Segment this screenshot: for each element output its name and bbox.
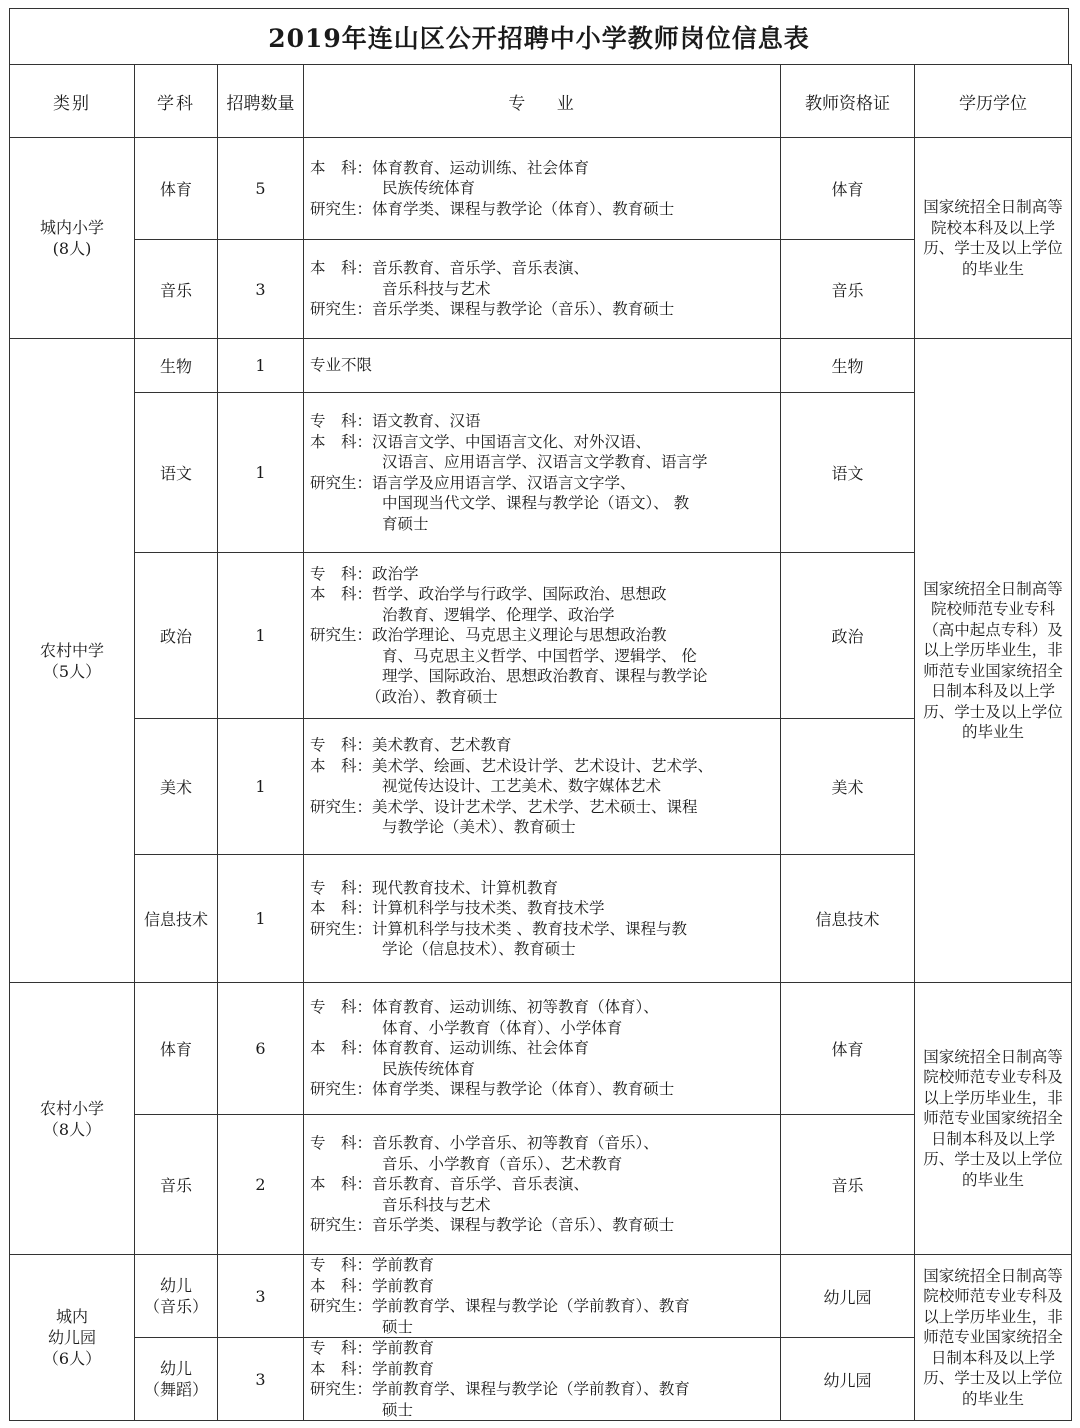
major-text: 体育、小学教育（体育）、小学体育 <box>382 1018 623 1037</box>
table-row <box>10 983 1072 1115</box>
cert-cell: 体育 <box>781 138 915 240</box>
major-text: 语文教育、汉语 <box>372 412 481 430</box>
cert-cell: 信息技术 <box>781 855 915 983</box>
major-label: 本 科： <box>310 585 373 604</box>
major-text: 学论（信息技术）、教育硕士 <box>382 940 576 958</box>
cert-cell: 音乐 <box>781 1115 915 1255</box>
major-cell <box>304 1255 781 1338</box>
category-cell <box>10 983 135 1255</box>
cert-cell: 幼儿园 <box>781 1338 915 1421</box>
count-cell: 2 <box>218 1115 304 1255</box>
table-header-row <box>10 65 1072 138</box>
table-row <box>10 1338 1072 1421</box>
major-label: 专 科： <box>310 736 373 755</box>
major-text: 音乐学类、课程与教学论（音乐）、教育硕士 <box>372 1216 675 1235</box>
subject-cell <box>135 1338 218 1421</box>
major-label: 本 科： <box>310 1276 373 1295</box>
major-cell <box>304 553 781 719</box>
table-row <box>10 855 1072 983</box>
table-row <box>10 719 1072 855</box>
table-row <box>10 393 1072 553</box>
major-text: 理学、国际政治、思想政治教育、课程与教学论 <box>382 667 708 686</box>
major-text: 美术学、设计艺术学、艺术学、艺术硕士、课程 <box>372 797 698 816</box>
major-text: 硕士 <box>382 1400 414 1419</box>
major-text: 专业不限 <box>310 356 373 375</box>
major-text: 音乐学类、课程与教学论（音乐）、教育硕士 <box>372 300 675 319</box>
header-major: 专 业 <box>304 65 781 138</box>
cert-cell: 音乐 <box>781 240 915 339</box>
count-cell: 3 <box>218 1338 304 1421</box>
count-cell: 1 <box>218 393 304 553</box>
education-cell: 国家统招全日制高等院校师范专业专科及以上学历毕业生，非师范专业国家统招全日制本科及以上学历、学士及以上学位的毕业生 <box>915 983 1072 1255</box>
major-text: 学前教育 <box>372 1339 435 1357</box>
header-cert: 教师资格证 <box>781 65 915 138</box>
category-count: （8人） <box>42 1119 102 1139</box>
major-text: 美术教育、艺术教育 <box>372 736 512 755</box>
subject-cell: 语文 <box>135 393 218 553</box>
count-cell: 3 <box>218 1255 304 1338</box>
subject-cell: 信息技术 <box>135 855 218 983</box>
major-label: 研究生： <box>310 1216 373 1235</box>
count-cell: 1 <box>218 719 304 855</box>
major-label: 专 科： <box>310 564 373 583</box>
major-text: 民族传统体育 <box>382 1059 476 1078</box>
education-cell: 国家统招全日制高等院校本科及以上学历、学士及以上学位的毕业生 <box>915 138 1072 339</box>
major-cell <box>304 138 781 240</box>
major-text: 视觉传达设计、工艺美术、数字媒体艺术 <box>382 777 662 796</box>
major-label: 专 科： <box>310 1256 373 1274</box>
education-cell: 国家统招全日制高等院校师范专业专科及以上学历毕业生，非师范专业国家统招全日制本科及以上学历、学士及以上学位的毕业生 <box>915 1255 1072 1421</box>
major-text: 学前教育学、课程与教学论（学前教育）、教育 <box>372 1297 690 1315</box>
major-label: 研究生： <box>310 473 373 492</box>
major-text: 现代教育技术、计算机教育 <box>372 878 559 897</box>
major-text: 哲学、政治学与行政学、国际政治、思想政 <box>372 585 667 604</box>
major-text: 音乐科技与艺术 <box>382 279 491 298</box>
document-title: 2019年连山区公开招聘中小学教师岗位信息表 <box>9 8 1069 64</box>
major-text: 体育教育、运动训练、初等教育（体育）、 <box>372 998 659 1017</box>
count-cell: 6 <box>218 983 304 1115</box>
major-label: 本 科： <box>310 432 373 451</box>
subject-name: 幼儿 <box>159 1276 192 1295</box>
subject-name: 幼儿 <box>159 1359 192 1378</box>
major-text: 体育教育、运动训练、社会体育 <box>372 1039 590 1058</box>
major-label: 专 科： <box>310 1339 373 1357</box>
major-text: 美术学、绘画、艺术设计学、艺术设计、艺术学、 <box>372 756 714 775</box>
subject-cell: 美术 <box>135 719 218 855</box>
major-text: 政治学理论、马克思主义理论与思想政治教 <box>372 626 667 645</box>
count-cell: 3 <box>218 240 304 339</box>
category-count: (8人) <box>52 239 92 258</box>
major-label: 研究生： <box>310 1297 373 1315</box>
major-text: 学前教育 <box>372 1359 435 1378</box>
category-cell <box>10 138 135 339</box>
cert-cell: 幼儿园 <box>781 1255 915 1338</box>
subject-sub: （舞蹈） <box>143 1380 208 1399</box>
major-label: 专 科： <box>310 1134 373 1153</box>
major-text: 计算机科学与技术类 、教育技术学、课程与教 <box>372 919 687 938</box>
major-label: 研究生： <box>310 797 373 816</box>
subject-cell: 体育 <box>135 138 218 240</box>
header-education: 学历学位 <box>915 65 1072 138</box>
cert-cell: 生物 <box>781 339 915 393</box>
category-cell <box>10 1255 135 1421</box>
table-row <box>10 138 1072 240</box>
category-count: （6人） <box>42 1349 102 1368</box>
major-cell <box>304 240 781 339</box>
header-subject: 学科 <box>135 65 218 138</box>
subject-cell: 音乐 <box>135 240 218 339</box>
major-text: 育、马克思主义哲学、中国哲学、逻辑学、 伦 <box>382 646 697 665</box>
education-cell: 国家统招全日制高等院校师范专业专科（高中起点专科）及以上学历毕业生，非师范专业国家统招全日制本科及以上学历、学士及以上学位的毕业生 <box>915 339 1072 983</box>
category-name: 幼儿园 <box>47 1328 96 1347</box>
cert-cell: 美术 <box>781 719 915 855</box>
major-label: 专 科： <box>310 412 373 430</box>
category-count: （5人） <box>42 661 102 681</box>
major-cell <box>304 855 781 983</box>
subject-cell: 生物 <box>135 339 218 393</box>
major-label: 研究生： <box>310 1380 373 1398</box>
subject-cell: 音乐 <box>135 1115 218 1255</box>
major-label: 本 科： <box>310 899 373 917</box>
subject-sub: （音乐） <box>143 1297 208 1316</box>
major-label: 专 科： <box>310 878 373 897</box>
major-text: 体育学类、课程与教学论（体育）、教育硕士 <box>372 199 675 218</box>
count-cell: 1 <box>218 553 304 719</box>
major-text: 中国现当代文学、课程与教学论（语文）、 教 <box>382 494 690 512</box>
cert-cell: 语文 <box>781 393 915 553</box>
major-text: 学前教育 <box>372 1256 435 1274</box>
major-text: 汉语言文学、中国语言文化、对外汉语、 <box>372 432 652 451</box>
major-text: 体育学类、课程与教学论（体育）、教育硕士 <box>372 1080 675 1099</box>
major-text: 音乐、小学教育（音乐）、艺术教育 <box>382 1154 623 1173</box>
header-category: 类别 <box>10 65 135 138</box>
major-text: 音乐教育、小学音乐、初等教育（音乐）、 <box>372 1134 659 1153</box>
major-label: 本 科： <box>310 158 373 177</box>
cert-cell: 政治 <box>781 553 915 719</box>
major-label: 本 科： <box>310 1359 373 1378</box>
subject-cell: 政治 <box>135 553 218 719</box>
major-label: 本 科： <box>310 1039 373 1058</box>
cert-cell: 体育 <box>781 983 915 1115</box>
major-label: 本 科： <box>310 259 373 278</box>
major-label: 研究生： <box>310 919 373 938</box>
major-label: 研究生： <box>310 1080 373 1099</box>
recruitment-document <box>9 0 1071 1422</box>
major-label: 专 科： <box>310 998 373 1017</box>
table-row <box>10 1255 1072 1338</box>
major-text: 音乐科技与艺术 <box>382 1195 491 1214</box>
major-cell <box>304 983 781 1115</box>
major-cell <box>304 719 781 855</box>
major-text: 学前教育学、课程与教学论（学前教育）、教育 <box>372 1380 690 1398</box>
table-row <box>10 240 1072 339</box>
major-text: 音乐教育、音乐学、音乐表演、 <box>372 259 590 278</box>
count-cell: 5 <box>218 138 304 240</box>
subject-cell: 体育 <box>135 983 218 1115</box>
major-cell <box>304 393 781 553</box>
major-label: 本 科： <box>310 1175 373 1194</box>
major-text: 体育教育、运动训练、社会体育 <box>372 158 590 177</box>
major-label: 研究生： <box>310 199 373 218</box>
major-label: 本 科： <box>310 756 373 775</box>
major-cell <box>304 1115 781 1255</box>
major-label: 研究生： <box>310 626 373 645</box>
major-cell <box>304 339 781 393</box>
category-name: 农村小学 <box>39 1098 104 1118</box>
position-table <box>9 64 1072 1421</box>
table-row <box>10 1115 1072 1255</box>
subject-cell <box>135 1255 218 1338</box>
major-text: 育硕士 <box>382 514 429 533</box>
major-label: 研究生： <box>310 300 373 319</box>
table-row <box>10 339 1072 393</box>
category-name: 城内小学 <box>39 218 104 237</box>
category-name: 城内 <box>55 1307 88 1326</box>
major-cell <box>304 1338 781 1421</box>
major-text: 治教育、逻辑学、伦理学、政治学 <box>382 605 615 624</box>
major-text: （政治）、教育硕士 <box>366 687 498 706</box>
major-text: 计算机科学与技术类、教育技术学 <box>372 899 605 917</box>
major-text: 与教学论（美术）、教育硕士 <box>382 818 576 837</box>
category-name: 农村中学 <box>39 640 104 660</box>
major-text: 语言学及应用语言学、汉语言文字学、 <box>372 473 636 492</box>
major-text: 硕士 <box>382 1317 414 1336</box>
major-text: 民族传统体育 <box>382 179 476 198</box>
major-text: 学前教育 <box>372 1276 435 1295</box>
count-cell: 1 <box>218 855 304 983</box>
header-count: 招聘数量 <box>218 65 304 138</box>
major-text: 政治学 <box>372 564 419 583</box>
category-cell <box>10 339 135 983</box>
table-row <box>10 553 1072 719</box>
major-text: 音乐教育、音乐学、音乐表演、 <box>372 1175 590 1194</box>
major-text: 汉语言、应用语言学、汉语言文学教育、语言学 <box>382 453 708 471</box>
count-cell: 1 <box>218 339 304 393</box>
